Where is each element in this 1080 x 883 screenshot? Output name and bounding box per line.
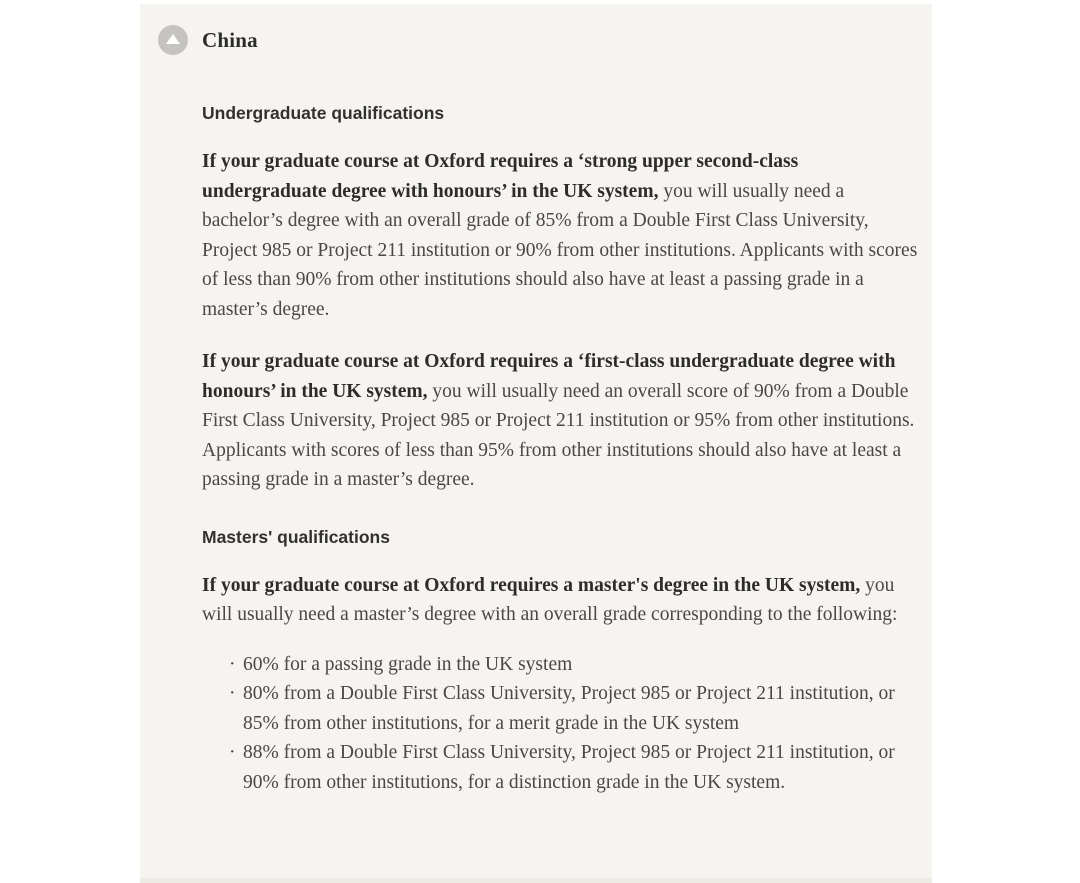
accordion-card-china bbox=[140, 4, 932, 883]
paragraph-text: you will usually need a master’s degree with an overall grade corresponding to the following: bbox=[202, 574, 898, 625]
bottom-divider bbox=[140, 878, 932, 883]
subheading-undergraduate-qualifications: Undergraduate qualifications bbox=[202, 103, 445, 123]
paragraph-bold-lead: If your graduate course at Oxford requires a ‘first-class undergraduate degree with honours’ in the UK system, bbox=[202, 351, 896, 402]
section-title: China bbox=[202, 27, 258, 52]
list-item-text: 60% for a passing grade in the UK system bbox=[243, 653, 573, 675]
paragraph-strong-upper-second-class bbox=[202, 147, 922, 324]
paragraph-bold-lead: If your graduate course at Oxford requires a master's degree in the UK system, bbox=[202, 574, 861, 596]
bullet-icon: · bbox=[229, 683, 236, 704]
list-item bbox=[202, 679, 922, 738]
list-item bbox=[202, 650, 922, 680]
subheading-masters-qualifications: Masters' qualifications bbox=[202, 526, 390, 547]
qualifications-bullet-list bbox=[202, 650, 922, 798]
accordion-body bbox=[140, 102, 932, 797]
accordion-header[interactable] bbox=[140, 4, 932, 55]
bullet-icon: · bbox=[229, 653, 236, 675]
paragraph-text: you will usually need a bachelor’s degree with an overall grade of 85% from a Double First Class University, Project 985 or Project 211 institution or 90% from other institutions. Applicants with scores of less than 90% from other institutions should also have at least a passing grade in a master’s degree. bbox=[202, 180, 918, 320]
paragraph-bold-lead: If your graduate course at Oxford requires a ‘strong upper second-class undergraduate degree with honours’ in the UK system, bbox=[202, 151, 799, 202]
chevron-up-icon bbox=[166, 34, 180, 44]
bullet-icon: · bbox=[229, 742, 236, 763]
paragraph-text: you will usually need an overall score of 90% from a Double First Class University, Project 985 or Project 211 institution or 95% from other institutions. Applicants with scores of less than 95% from other institutions should also have at least a passing grade in a master’s degree. bbox=[202, 380, 915, 490]
list-item-text: 80% from a Double First Class University, Project 985 or Project 211 institution, or 85% from other institutions, for a merit grade in the UK system bbox=[243, 683, 895, 734]
collapse-toggle-button[interactable] bbox=[158, 25, 188, 55]
list-item-text: 88% from a Double First Class University, Project 985 or Project 211 institution, or 90% from other institutions, for a distinction grade in the UK system. bbox=[243, 742, 895, 793]
paragraph-first-class bbox=[202, 347, 922, 495]
list-item bbox=[202, 738, 922, 797]
paragraph-masters-intro bbox=[202, 571, 922, 630]
